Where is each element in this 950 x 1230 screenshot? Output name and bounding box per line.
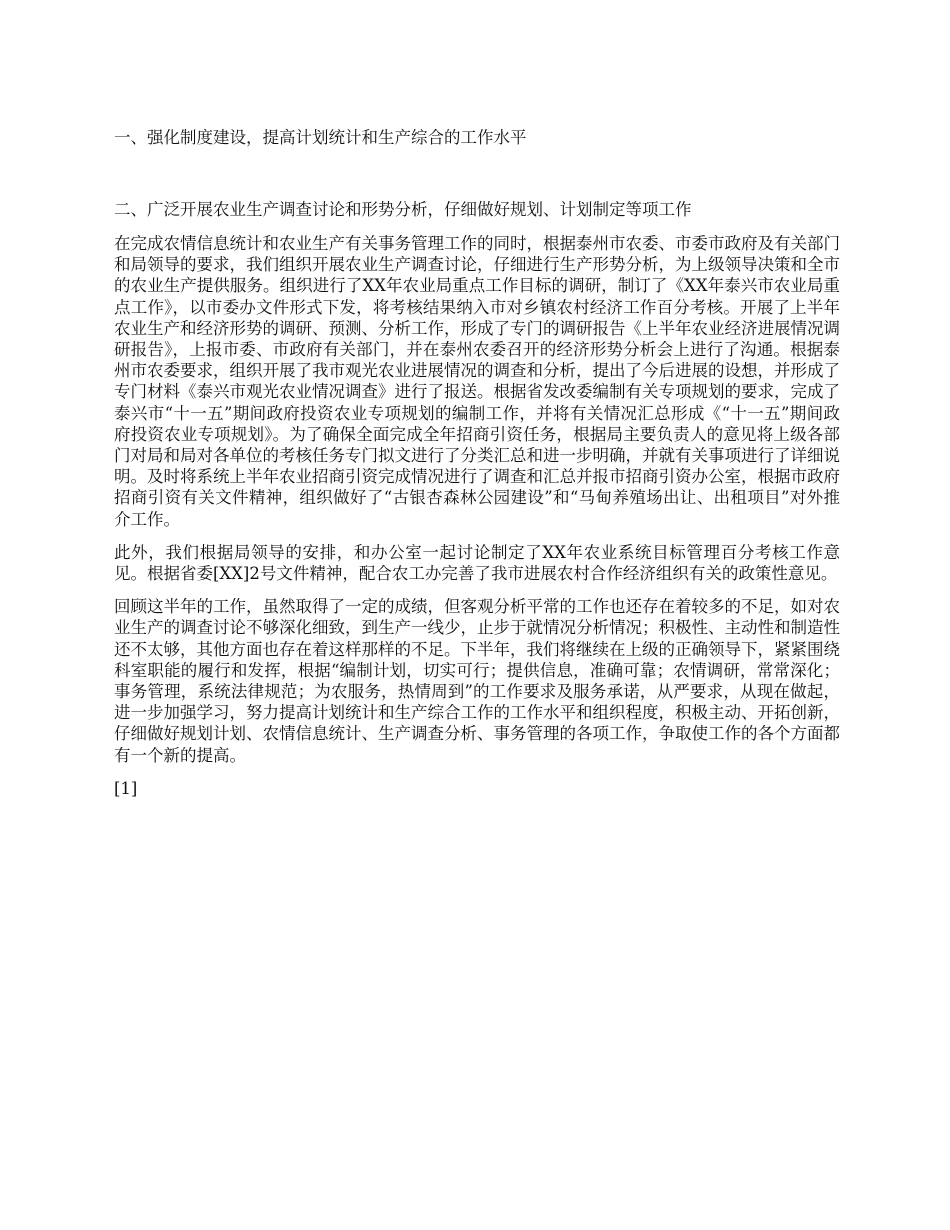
document-page (114, 127, 840, 799)
section-heading-1: 一、强化制度建设，提高计划统计和生产综合的工作水平 (114, 128, 527, 147)
body-paragraph-1: 在完成农情信息统计和农业生产有关事务管理工作的同时，根据泰州市农委、市委市政府及有关部门和局领导的要求，我们组织开展农业生产调查讨论，仔细进行生产形势分析，为上级领导决策和全市的农业生产提供服务。组织进行了XX年农业局重点工作目标的调研，制订了《XX年泰兴市农业局重点工作》，以市委办文件形式下发，将考核结果纳入市对乡镇农村经济工作百分考核。开展了上半年农业生产和经济形势的调研、预测、分析工作，形成了专门的调研报告《上半年农业经济进展情况调研报告》，上报市委、市政府有关部门，并在泰州农委召开的经济形势分析会上进行了沟通。根据泰州市农委要求，组织开展了我市观光农业进展情况的调查和分析，提出了今后进展的设想，并形成了专门材料《泰兴市观光农业情况调查》进行了报送。根据省发改委编制有关专项规划的要求，完成了泰兴市“十一五”期间政府投资农业专项规划的编制工作，并将有关情况汇总形成《“十一五”期间政府投资农业专项规划》。为了确保全面完成全年招商引资任务，根据局主要负责人的意见将上级各部门对局和局对各单位的考核任务专门拟文进行了分类汇总和进一步明确，并就有关事项进行了详细说明。及时将系统上半年农业招商引资完成情况进行了调查和汇总并报市招商引资办公室，根据市政府招商引资有关文件精神，组织做好了“古银杏森林公园建设”和“马甸养殖场出让、出租项目”对外推介工作。 (114, 234, 840, 529)
body-paragraph-2: 此外，我们根据局领导的安排，和办公室一起讨论制定了XX年农业系统目标管理百分考核工作意见。根据省委[XX]2号文件精神，配合农工办完善了我市进展农村合作经济组织有关的政策性意见。 (114, 542, 840, 584)
body-paragraph-3: 回顾这半年的工作，虽然取得了一定的成绩，但客观分析平常的工作也还存在着较多的不足，如对农业生产的调查讨论不够深化细致，到生产一线少，止步于就情况分析情况；积极性、主动性和制造性还不太够，其他方面也存在着这样那样的不足。下半年，我们将继续在上级的正确领导下，紧紧围绕科室职能的履行和发挥，根据“编制计划，切实可行；提供信息，准确可靠；农情调研，常常深化；事务管理，系统法律规范；为农服务，热情周到”的工作要求及服务承诺，从严要求，从现在做起，进一步加强学习，努力提高计划统计和生产综合工作的工作水平和组织程度，积极主动、开拓创新，仔细做好规划计划、农情信息统计、生产调查分析、事务管理的各项工作，争取使工作的各个方面都有一个新的提高。 (114, 597, 840, 765)
footnote-reference: [1] (114, 778, 138, 798)
section-heading-2: 二、广泛开展农业生产调查讨论和形势分析，仔细做好规划、计划制定等项工作 (114, 200, 692, 219)
